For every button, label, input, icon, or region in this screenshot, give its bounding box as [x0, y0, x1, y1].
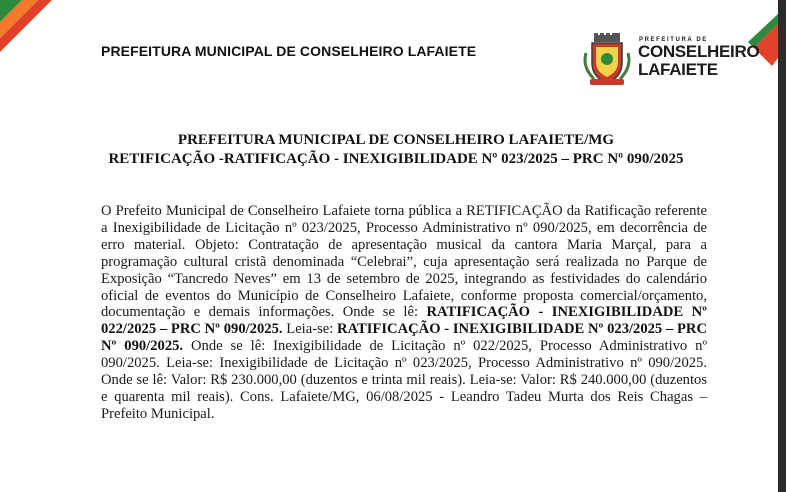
notice-heading — [100, 131, 692, 169]
notice-connector-readse: Leia-se: — [286, 321, 334, 338]
header-title: PREFEITURA MUNICIPAL DE CONSELHEIRO LAFAIETE — [101, 43, 477, 59]
corner-ribbon-top-left — [0, 0, 60, 58]
notice-heading-line-2: RETIFICAÇÃO -RATIFICAÇÃO - INEXIGIBILIDADE Nº 023/2025 – PRC Nº 090/2025 — [108, 151, 684, 167]
window-edge — [778, 0, 786, 492]
notice-bold-correct: RATIFICAÇÃO - INEXIGIBILIDADE Nº 023/2025 – PRC Nº 090/2025. — [101, 321, 708, 355]
logo-line-1: CONSELHEIRO — [638, 42, 760, 61]
logo-line-2: LAFAIETE — [638, 60, 718, 79]
municipal-logo — [580, 33, 760, 87]
notice-body-rest: Onde se lê: Inexigibilidade de Licitação nº 022/2025, Processo Administrativo nº 090/2025. Leia-se: Inexigibilidade de Licitação nº 023/2025, Processo Administrativo nº 090/2025. Onde se lê: Valor: R$ 230.000,00 (duzentos e trinta mil reais). Leia-se: Valor: R$ 240.000,00 (duzentos e quarenta mil reais). Cons. Lafaiete/MG, 06/08/2025 - Leandro Tadeu Murta dos Reis Chagas – Prefeito Municipal. — [101, 338, 707, 422]
logo-prefix: PREFEITURA DE — [639, 37, 708, 43]
notice-body — [101, 203, 707, 423]
notice-body-intro: O Prefeito Municipal de Conselheiro Lafaiete torna pública a RETIFICAÇÃO da Ratificação referente a Inexigibilidade de Licitação nº 023/2025, Processo Administrativo nº 090/2025, em decorrência de erro material. Objeto: Contratação de apresentação musical da cantora Maria Marçal, para a programação cultural cristã denominada “Celebrai”, cuja apresentação será realizada no Parque de Exposição “Tancredo Neves” em 13 de setembro de 2025, integrando as festividades do calendário oficial de eventos do Município de Conselheiro Lafaiete, conforme proposta comercial/orçamento, documentação e demais informações. Onde se lê: — [101, 203, 707, 321]
notice-bold-wrong: RATIFICAÇÃO - INEXIGIBILIDADE Nº 022/2025 – PRC Nº 090/2025. — [101, 304, 707, 338]
notice-heading-line-1: PREFEITURA MUNICIPAL DE CONSELHEIRO LAFAIETE/MG — [177, 132, 615, 148]
coat-of-arms-icon — [580, 33, 634, 87]
